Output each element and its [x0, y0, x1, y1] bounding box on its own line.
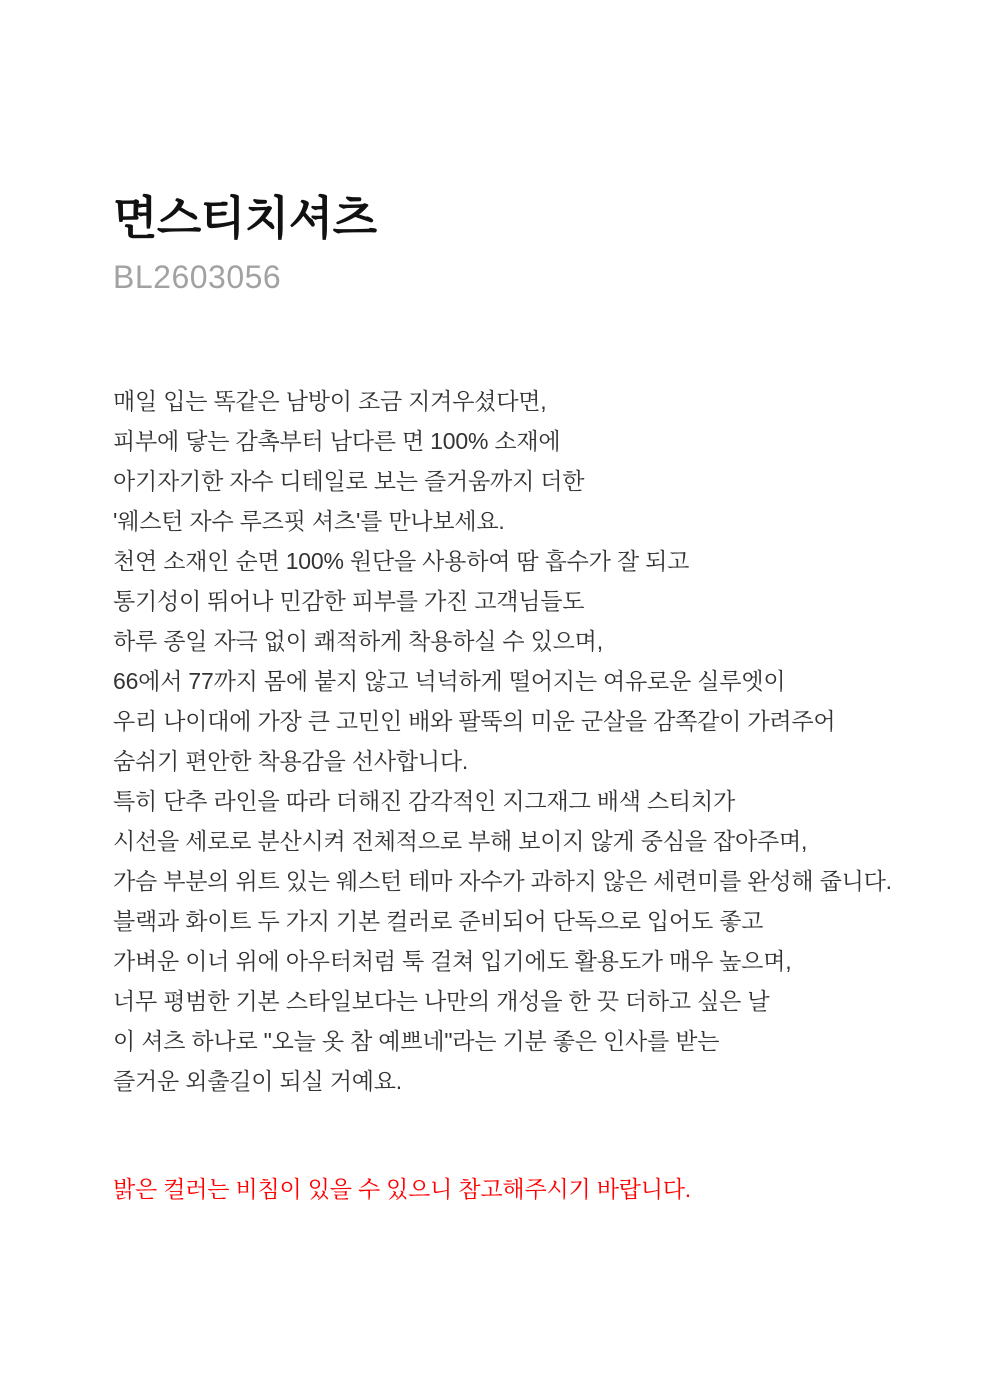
description-line: 아기자기한 자수 디테일로 보는 즐거움까지 더한 [113, 467, 585, 494]
description-line: 너무 평범한 기본 스타일보다는 나만의 개성을 한 끗 더하고 싶은 날 [113, 987, 770, 1014]
product-title: 면스티치셔츠 [113, 192, 377, 244]
description-line: 피부에 닿는 감촉부터 남다른 면 100% 소재에 [113, 427, 561, 454]
description-line: 66에서 77까지 몸에 붙지 않고 넉넉하게 떨어지는 여유로운 실루엣이 [113, 667, 786, 694]
description-line: 우리 나이대에 가장 큰 고민인 배와 팔뚝의 미운 군살을 감쪽같이 가려주어 [113, 707, 836, 734]
description-line: 하루 종일 자극 없이 쾌적하게 착용하실 수 있으며, [113, 627, 603, 654]
description-line: 매일 입는 똑같은 남방이 조금 지겨우셨다면, [113, 387, 547, 414]
description-line: 천연 소재인 순면 100% 원단을 사용하여 땀 흡수가 잘 되고 [113, 547, 690, 574]
description-line: 이 셔츠 하나로 "오늘 옷 참 예쁘네"라는 기분 좋은 인사를 받는 [113, 1027, 720, 1054]
description-line: 통기성이 뛰어나 민감한 피부를 가진 고객님들도 [113, 587, 585, 614]
description-line: 시선을 세로로 분산시켜 전체적으로 부해 보이지 않게 중심을 잡아주며, [113, 827, 808, 854]
description-line: 블랙과 화이트 두 가지 기본 컬러로 준비되어 단독으로 입어도 좋고 [113, 907, 764, 934]
see-through-notice: 밝은 컬러는 비침이 있을 수 있으니 참고해주시기 바랍니다. [113, 1175, 691, 1202]
description-line: 가슴 부분의 위트 있는 웨스턴 테마 자수가 과하지 않은 세련미를 완성해 줍니다. [113, 867, 892, 894]
description-line: 특히 단추 라인을 따라 더해진 감각적인 지그재그 배색 스티치가 [113, 787, 735, 814]
description-line: 즐거운 외출길이 되실 거예요. [113, 1067, 402, 1094]
product-description [113, 381, 900, 1101]
product-code: BL2603056 [113, 258, 282, 295]
description-line: 숨쉬기 편안한 착용감을 선사합니다. [113, 747, 469, 774]
description-line: 가벼운 이너 위에 아우터처럼 툭 걸쳐 입기에도 활용도가 매우 높으며, [113, 947, 792, 974]
description-line: '웨스턴 자수 루즈핏 셔츠'를 만나보세요. [113, 507, 505, 534]
